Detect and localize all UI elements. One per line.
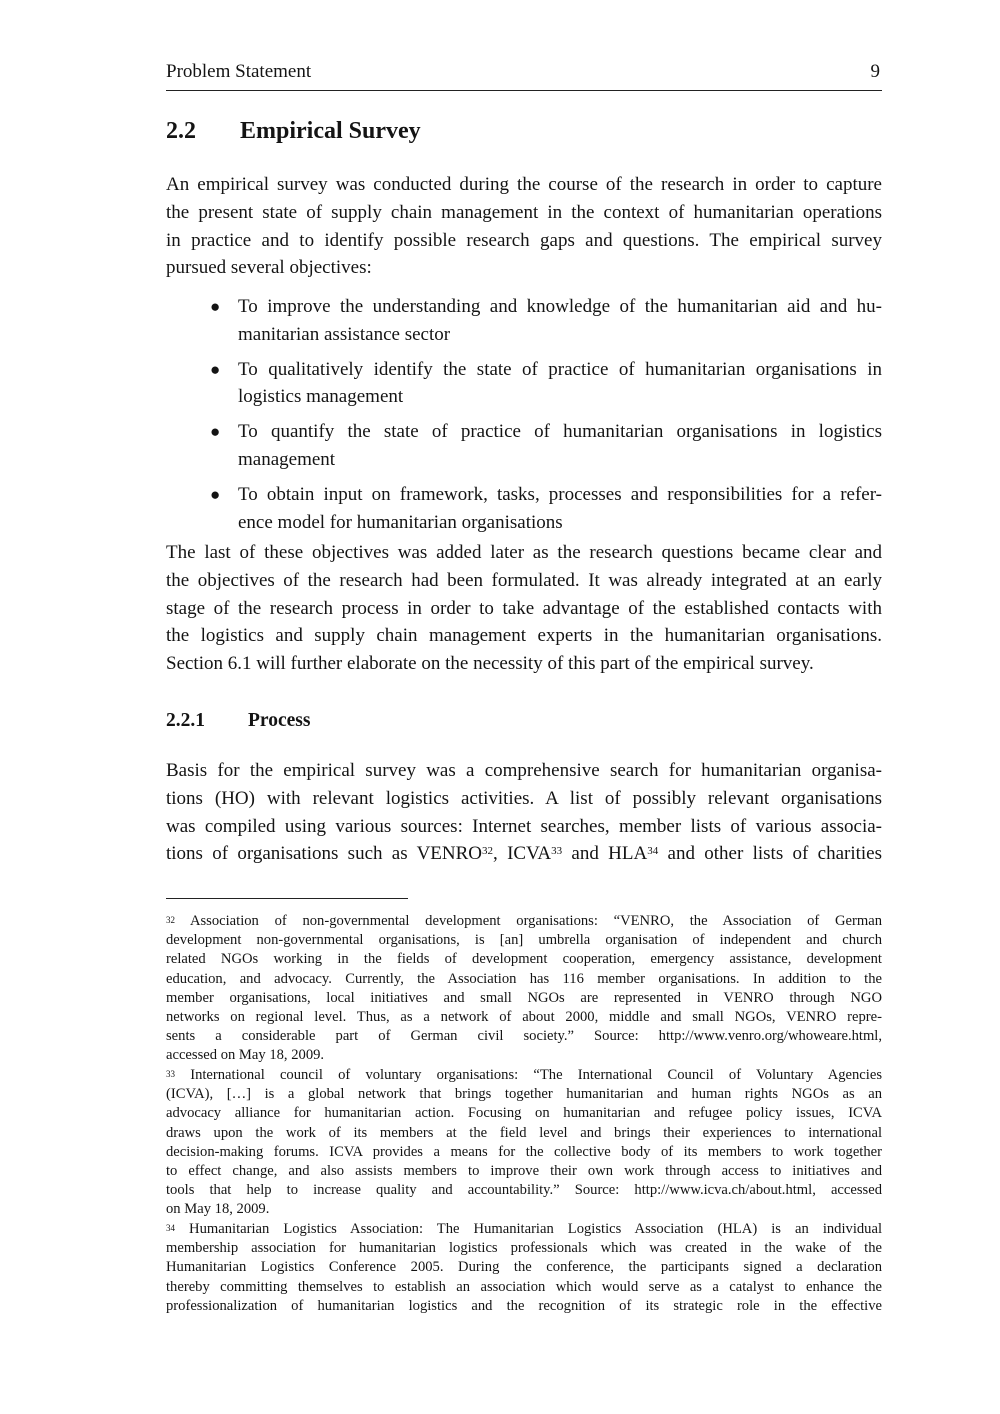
footnote-line: member organisations, local initiatives and small NGOs are represented in VENRO through NGO [166,989,882,1006]
page-number: 9 [870,61,880,82]
running-header [166,59,882,91]
header-title: Problem Statement [166,61,312,82]
footnote-number: 32 [166,915,175,925]
footnote-line: membership association for humanitarian logistics professionals which was created in the wake of the [166,1240,882,1257]
section-title: Empirical Survey [240,118,421,144]
footnote-text: Humanitarian Logistics Association: The Humanitarian Logistics Association (HLA) is an individual [189,1221,882,1237]
intro-paragraph [166,171,882,282]
after-paragraph [166,539,882,678]
footnote-separator [166,898,408,899]
objectives-list [166,293,882,536]
footnote-line: Humanitarian Logistics Conference 2005. During the conference, the participants signed a declaration [166,1259,882,1276]
footnote-ref: 34 [647,845,659,858]
paragraph-line: pursued several objectives: [166,257,372,279]
list-item-line: To improve the understanding and knowledge of the humanitarian aid and hu- [238,296,882,317]
footnote-33 [166,1066,882,1220]
footnote-ref: 32 [482,845,494,858]
text-run: tions of organisations such as VENRO [166,843,483,865]
process-paragraph [166,757,882,868]
list-item [166,293,882,349]
list-item-line: To obtain input on framework, tasks, processes and responsibilities for a refer- [238,483,882,505]
footnote-ref: 33 [551,845,563,858]
footnote-line: related NGOs working in the fields of development cooperation, emergency assistance, development [166,951,882,968]
footnote-line: professionalization of humanitarian logistics and the recognition of its strategic role in the effective [166,1297,882,1314]
footnote-line [166,912,882,931]
footnote-line: thereby committing themselves to establish an association which would serve as a catalyst to enhance the [166,1278,882,1295]
footnote-line [166,1220,882,1239]
paragraph-line: stage of the research process in order to take advantage of the established contacts with [166,597,882,619]
list-item [166,418,882,474]
section-number: 2.2 [166,118,196,144]
bullet-icon: ● [210,297,221,316]
paragraph-line [166,840,882,868]
list-item-line: To quantify the state of practice of humanitarian organisations in logistics [238,421,882,443]
footnote-text: Association of non-governmental development organisations: “VENRO, the Association of German [189,913,883,929]
subsection-number: 2.2.1 [166,710,205,731]
subsection-heading [166,710,310,732]
paragraph-line: the present state of supply chain management in the context of humanitarian operations [166,201,882,223]
footnote-line [166,1066,882,1085]
footnote-line: tools that help to increase quality and accountability.” Source: http://www.icva.ch/about.html, accessed [166,1182,882,1199]
list-item-line: management [238,448,336,470]
paragraph-line: An empirical survey was conducted during the course of the research in order to capture [166,174,882,195]
bullet-icon: ● [210,359,221,379]
paragraph-line: in practice and to identify possible research gaps and questions. The empirical survey [166,229,882,251]
footnote-line: draws upon the work of its members at the field level and brings their experiences to international [166,1124,882,1141]
list-item-line: logistics management [238,386,404,408]
footnote-number: 34 [166,1223,175,1233]
footnote-32 [166,912,882,1066]
bullet-icon: ● [210,484,221,504]
footnote-line: to effect change, and also assists members to improve their own work through access to initiatives and [166,1162,882,1179]
footnote-text: International council of voluntary organisations: “The International Council of Voluntary Agencies [190,1067,882,1083]
list-item [166,481,882,537]
text-run: , ICVA [493,843,552,865]
paragraph-line: the objectives of the research had been formulated. It was already integrated at an early [166,569,882,591]
paragraph-line: tions (HO) with relevant logistics activities. A list of possibly relevant organisations [166,787,882,809]
list-item-line: To qualitatively identify the state of practice of humanitarian organisations in [238,358,882,380]
paragraph-line: Basis for the empirical survey was a comprehensive search for humanitarian organisa- [166,760,882,781]
footnote-line: decision-making forums. ICVA provides a means for the collective body of its members to work together [166,1143,882,1160]
footnote-line: education, and advocacy. Currently, the Association has 116 member organisations. In addition to the [166,970,882,987]
subsection-title: Process [248,710,311,731]
paragraph-line: The last of these objectives was added later as the research questions became clear and [166,542,882,563]
footnote-34 [166,1220,882,1316]
paragraph-line: the logistics and supply chain management experts in the humanitarian organisations. [166,625,882,647]
footnote-number: 33 [166,1069,175,1079]
footnote-line: accessed on May 18, 2009. [166,1047,325,1064]
text-run: and other lists of charities [658,843,883,865]
footnote-line: networks on regional level. Thus, as a network of about 2000, middle and small NGOs, VENRO repre- [166,1008,882,1025]
text-run: and HLA [562,843,648,865]
footnote-line: advocacy alliance for humanitarian action. Focusing on humanitarian and refugee policy issues, ICVA [166,1105,882,1122]
list-item-line: manitarian assistance sector [238,323,451,345]
footnote-line: sents a considerable part of German civil society.” Source: http://www.venro.org/whoweare.html, [166,1028,882,1045]
paragraph-line: Section 6.1 will further elaborate on the necessity of this part of the empirical survey. [166,653,814,675]
footnote-line: on May 18, 2009. [166,1201,270,1218]
paragraph-line: was compiled using various sources: Internet searches, member lists of various associa- [166,815,882,837]
section-heading [166,118,421,145]
list-item-line: ence model for humanitarian organisations [238,511,563,533]
bullet-icon: ● [210,422,221,442]
list-item [166,356,882,412]
footnote-line: (ICVA), […] is a global network that brings together humanitarian and human rights NGOs as an [166,1086,882,1103]
footnote-line: development non-governmental organisations, is [an] umbrella organisation of independent and church [166,932,882,949]
